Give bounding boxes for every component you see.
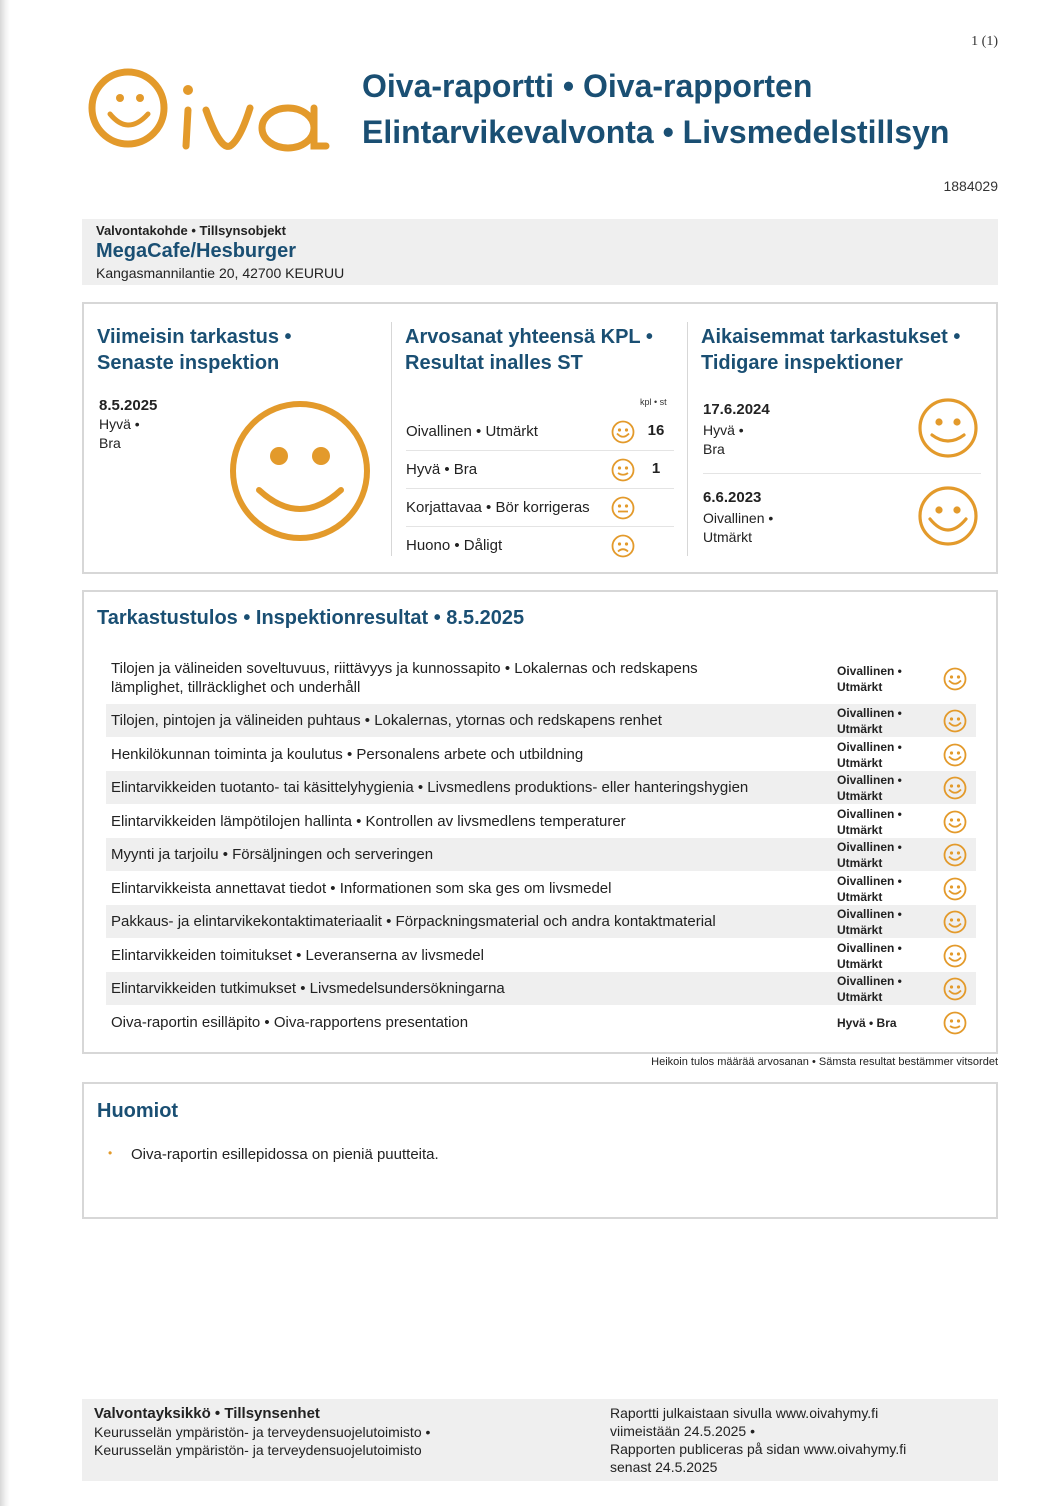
footer-publish-line: Raportti julkaistaan sivulla www.oivahymy.fi [610, 1405, 879, 1421]
divider [687, 322, 688, 556]
result-row [106, 939, 976, 972]
result-grade [837, 873, 902, 905]
result-category [111, 812, 626, 831]
result-grade [837, 1015, 897, 1031]
totals-row [406, 451, 674, 489]
result-grade [837, 739, 902, 771]
result-grade [837, 839, 902, 871]
totals-row-label: Hyvä • Bra [406, 461, 478, 478]
result-grade [837, 940, 902, 972]
oiva-logo [80, 60, 336, 160]
smiley-excellent-icon [917, 485, 979, 547]
result-category-line: Elintarvikkeiden toimitukset • Leveranserna av livsmedel [111, 947, 484, 964]
result-row [106, 1006, 976, 1039]
target-label: Valvontakohde • Tillsynsobjekt [96, 223, 286, 238]
footer-unit-line: Keurusselän ympäristön- ja terveydensuojelutoimisto • [94, 1424, 431, 1440]
smiley-excellent-icon [943, 709, 967, 733]
totals-heading-line2: Resultat inalles ST [405, 352, 583, 374]
footer-unit-label: Valvontayksikkö • Tillsynsenhet [94, 1405, 320, 1422]
smiley-good-icon [917, 397, 979, 459]
result-grade-line: Oivallinen • [837, 940, 902, 955]
footer-publish-line: viimeistään 24.5.2025 • [610, 1423, 755, 1439]
report-id: 1884029 [943, 178, 998, 194]
previous-heading-line1: Aikaisemmat tarkastukset • [701, 326, 961, 348]
report-subtitle: Elintarvikevalvonta • Livsmedelstillsyn [362, 114, 950, 150]
result-category-line: Tilojen, pintojen ja välineiden puhtaus • Lokalernas, ytornas och redskapens renhet [111, 712, 662, 729]
totals-unit-label: kpl • st [640, 397, 667, 407]
previous-item [703, 400, 770, 459]
result-row [106, 838, 976, 871]
report-title: Oiva-raportti • Oiva-rapporten [362, 68, 813, 104]
result-grade-line: Utmärkt [837, 889, 883, 904]
results-footnote: Heikoin tulos määrää arvosanan • Sämsta resultat bestämmer vitsordet [651, 1056, 998, 1068]
previous-item [703, 488, 773, 547]
smiley-excellent-icon [943, 776, 967, 800]
result-grade-line: Oivallinen • [837, 906, 902, 921]
footer-unit [94, 1405, 430, 1459]
bullet-icon: • [108, 1146, 113, 1160]
target-address: Kangasmannilantie 20, 42700 KEURUU [96, 265, 345, 281]
smiley-excellent-icon [943, 944, 967, 968]
result-grade [837, 906, 902, 938]
result-grade-line: Utmärkt [837, 755, 883, 770]
result-grade-line: Hyvä • Bra [837, 1016, 897, 1030]
remarks-heading: Huomiot [97, 1100, 179, 1122]
previous-date: 17.6.2024 [703, 401, 770, 418]
result-row [106, 972, 976, 1005]
result-row [106, 704, 976, 737]
result-grade [837, 663, 902, 695]
result-grade-line: Oivallinen • [837, 839, 902, 854]
smiley-good-icon [227, 398, 373, 544]
smiley-excellent-icon [943, 910, 967, 934]
result-category [111, 979, 505, 998]
latest-heading-line1: Viimeisin tarkastus • [97, 326, 292, 348]
result-grade [837, 705, 902, 737]
result-row [106, 771, 976, 804]
result-grade-line: Oivallinen • [837, 873, 902, 888]
result-grade-line: Oivallinen • [837, 806, 902, 821]
totals-heading-line1: Arvosanat yhteensä KPL • [405, 326, 653, 348]
latest-heading [97, 324, 292, 376]
result-grade-line: Utmärkt [837, 956, 883, 971]
result-grade-line: Oivallinen • [837, 664, 902, 678]
smiley-neutral-icon [611, 496, 635, 520]
smiley-excellent-icon [611, 420, 635, 444]
result-category-line: Oiva-raportin esilläpito • Oiva-rapportens presentation [111, 1014, 469, 1031]
smiley-sad-icon [611, 534, 635, 558]
result-category-line: Myynti ja tarjoilu • Försäljningen och serveringen [111, 846, 434, 863]
result-category-line: Elintarvikkeiden lämpötilojen hallinta • Kontrollen av livsmedlens temperaturer [111, 813, 626, 830]
result-grade [837, 772, 902, 804]
result-row [106, 905, 976, 938]
result-grade-line: Oivallinen • [837, 973, 902, 988]
totals-row [406, 413, 674, 451]
totals-row [406, 527, 674, 564]
inspection-target [82, 219, 998, 285]
previous-heading [701, 324, 960, 376]
divider [703, 473, 981, 474]
smiley-excellent-icon [943, 810, 967, 834]
result-grade-line: Utmärkt [837, 680, 883, 694]
result-category [111, 711, 662, 730]
totals-row-count: 1 [651, 460, 661, 477]
result-category [111, 879, 612, 898]
result-category [111, 912, 716, 931]
result-grade-line: Utmärkt [837, 822, 883, 837]
totals-heading [405, 324, 653, 376]
previous-heading-line2: Tidigare inspektioner [701, 352, 903, 374]
result-grade [837, 973, 902, 1005]
result-row [106, 872, 976, 905]
previous-grade: Hyvä • [703, 422, 744, 438]
result-category-line: Elintarvikkeiden tuotanto- tai käsittelyhygienia • Livsmedlens produktions- eller hanteringshygien [111, 779, 749, 796]
result-row [106, 738, 976, 771]
page-number: 1 (1) [971, 34, 998, 49]
totals-row-count: 16 [647, 422, 665, 439]
result-category [111, 745, 583, 764]
totals-row-label: Korjattavaa • Bör korrigeras [406, 499, 590, 516]
totals-row-label: Oivallinen • Utmärkt [406, 423, 538, 440]
result-grade-line: Oivallinen • [837, 739, 902, 754]
smiley-excellent-icon [943, 877, 967, 901]
footer-publish [610, 1404, 906, 1476]
smiley-excellent-icon [943, 977, 967, 1001]
previous-date: 6.6.2023 [703, 489, 762, 506]
footer-publish-line: senast 24.5.2025 [610, 1459, 718, 1475]
result-grade-line: Oivallinen • [837, 705, 902, 720]
footer [82, 1399, 998, 1481]
result-grade-line: Utmärkt [837, 922, 883, 937]
result-grade-line: Utmärkt [837, 788, 883, 803]
result-category-line: Pakkaus- ja elintarvikekontaktimateriaalit • Förpackningsmaterial och andra kontaktmaterial [111, 913, 716, 930]
target-name: MegaCafe/Hesburger [96, 240, 297, 262]
result-category-line: lämplighet, tillräcklighet och underhåll [111, 679, 361, 696]
page-edge-shadow [0, 0, 10, 1506]
result-category-line: Elintarvikkeiden tutkimukset • Livsmedelsundersökningarna [111, 980, 505, 997]
result-category-line: Henkilökunnan toiminta ja koulutus • Personalens arbete och utbildning [111, 746, 584, 763]
remark-item: Oiva-raportin esillepidossa on pieniä puutteita. [131, 1146, 439, 1163]
result-category-line: Tilojen ja välineiden soveltuvuus, riittävyys ja kunnossapito • Lokalernas och redskapens [111, 660, 698, 677]
oiva-logo-graphic [80, 60, 336, 160]
smiley-excellent-icon [943, 843, 967, 867]
latest-grade-sv: Bra [99, 435, 121, 451]
smiley-excellent-icon [943, 743, 967, 767]
smiley-excellent-icon [943, 667, 967, 691]
result-grade-line: Utmärkt [837, 721, 883, 736]
result-grade-line: Utmärkt [837, 855, 883, 870]
totals-row-label: Huono • Dåligt [406, 537, 503, 554]
footer-publish-line: Rapporten publiceras på sidan www.oivahymy.fi [610, 1441, 907, 1457]
result-category [111, 946, 484, 965]
result-category-line: Elintarvikkeista annettavat tiedot • Informationen som ska ges om livsmedel [111, 880, 612, 897]
previous-grade: Utmärkt [703, 529, 752, 545]
result-grade-line: Oivallinen • [837, 772, 902, 787]
result-category [111, 659, 698, 697]
result-category [111, 1013, 468, 1032]
previous-grade: Bra [703, 441, 725, 457]
latest-date: 8.5.2025 [99, 397, 158, 414]
results-heading: Tarkastustulos • Inspektionresultat • 8.5.2025 [97, 607, 525, 629]
latest-grade-fi: Hyvä • [99, 416, 140, 432]
divider [391, 322, 392, 556]
smiley-good-icon [611, 458, 635, 482]
latest-heading-line2: Senaste inspektion [97, 352, 280, 374]
footer-unit-line: Keurusselän ympäristön- ja terveydensuojelutoimisto [94, 1442, 422, 1458]
previous-grade: Oivallinen • [703, 510, 774, 526]
totals-row [406, 489, 674, 527]
smiley-good-icon [943, 1011, 967, 1035]
result-row [106, 805, 976, 838]
result-category [111, 778, 748, 797]
latest-details [99, 396, 157, 453]
result-row [106, 657, 976, 701]
result-grade-line: Utmärkt [837, 989, 883, 1004]
result-grade [837, 806, 902, 838]
result-category [111, 845, 433, 864]
